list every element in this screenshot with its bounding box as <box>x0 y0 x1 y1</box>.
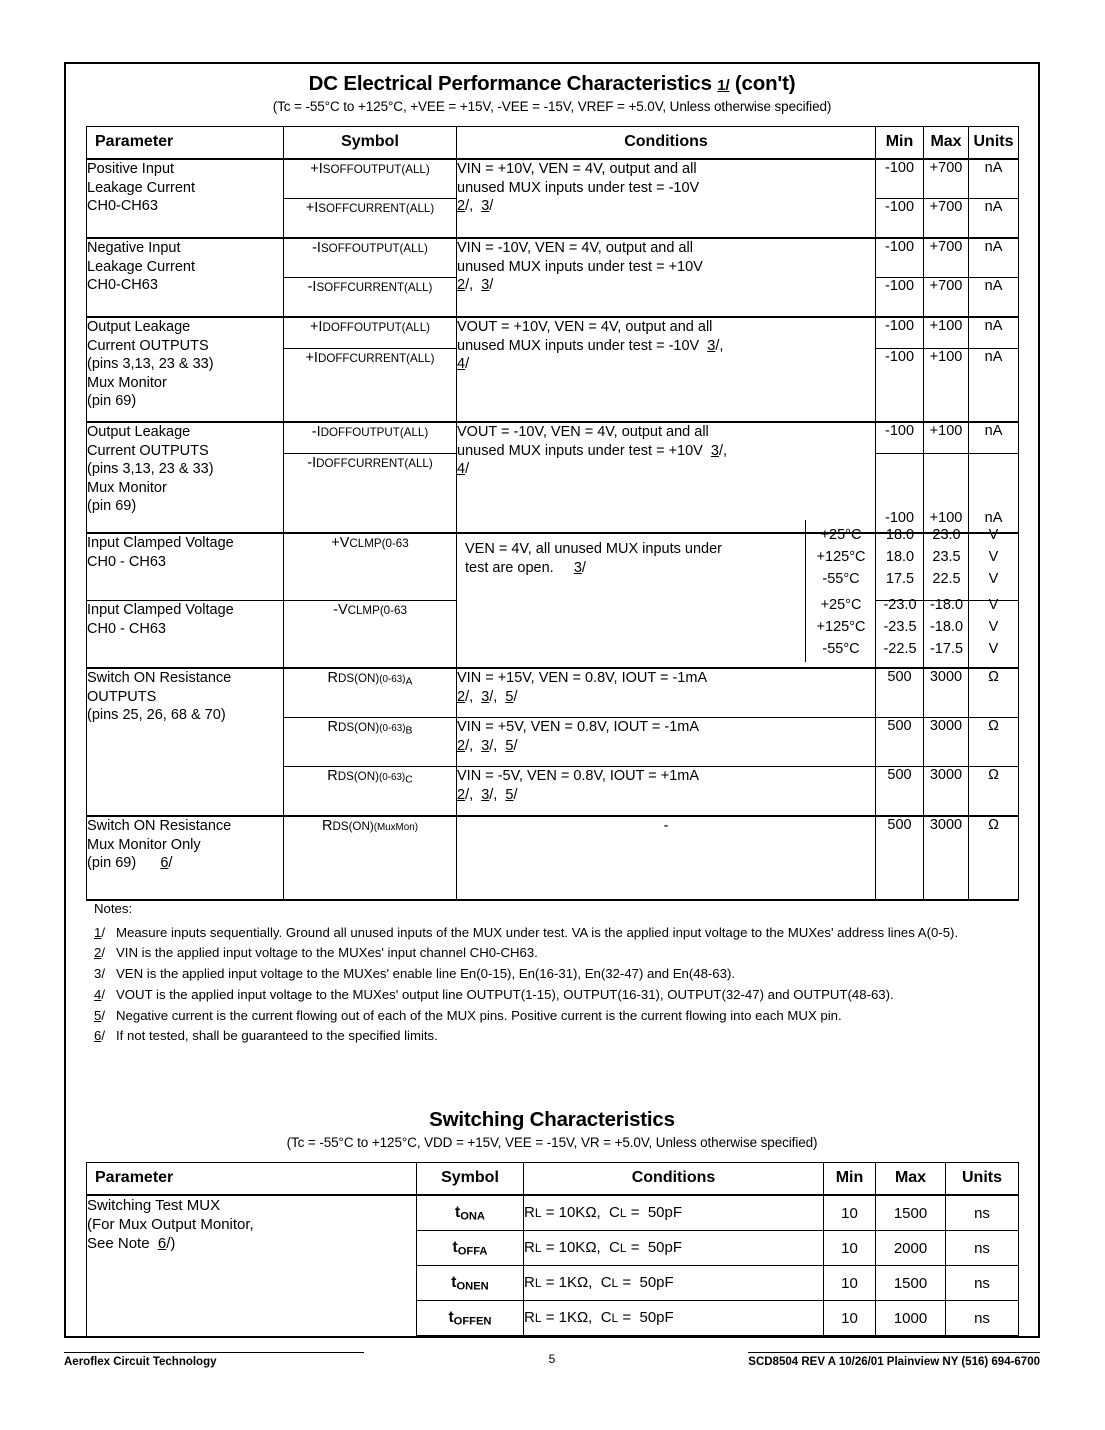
row-conditions-cell <box>457 533 876 668</box>
symbol-text: -IDOFFCURRENT(ALL) <box>307 455 433 471</box>
param-line: Current OUTPUTS <box>87 337 209 354</box>
note-label: 2/ <box>94 945 106 961</box>
row-symbol-cell <box>417 1231 524 1266</box>
symbol-text: $RDS(ON)(0-63)_A$ <box>327 670 413 688</box>
note-item <box>94 924 1024 943</box>
row-symbol-cell <box>284 668 457 718</box>
row-max-cell: 3000 <box>924 668 969 718</box>
max-value: 23.5 <box>932 549 961 565</box>
row-units-cell: Ω <box>969 767 1019 817</box>
table-row <box>87 238 1019 278</box>
sw-header-units: Units <box>946 1163 1019 1196</box>
row-max-cell: +100 <box>924 317 969 349</box>
symbol-text: +ISOFFCURRENT(ALL) <box>305 200 435 216</box>
row-symbol-cell <box>417 1301 524 1337</box>
cond-note-refs: 2/, 3/, 5/ <box>457 688 518 705</box>
row-symbol-cell <box>284 349 457 423</box>
row-min-cell: 500 <box>876 816 924 900</box>
min-value: -23.0 <box>883 597 917 613</box>
row-parameter-cell <box>87 159 284 238</box>
row-conditions-cell <box>457 317 876 422</box>
row-max-cell: +700 <box>924 278 969 318</box>
temp-value: +25°C <box>820 597 862 613</box>
table-row <box>87 317 1019 349</box>
note-text: If not tested, shall be guaranteed to the specified limits. <box>116 1028 438 1044</box>
cond-note-refs: 2/, 3/ <box>457 198 494 215</box>
row-units-cell: ns <box>946 1266 1019 1301</box>
symbol-text: -VCLMP(0-63 <box>333 602 407 618</box>
param-line: Switch ON Resistance <box>87 670 232 686</box>
dc-header-units: Units <box>969 127 1019 160</box>
cond-note-refs: test are open. 3/ <box>465 559 586 576</box>
notes-heading: Notes: <box>94 901 133 916</box>
param-line: Switch ON Resistance <box>87 818 232 834</box>
row-conditions-cell <box>524 1301 824 1337</box>
footer-page-number: 5 <box>548 1352 556 1366</box>
dc-header-symbol: Symbol <box>284 127 457 160</box>
sw-header-min: Min <box>824 1163 876 1196</box>
row-units-cell: nA <box>969 278 1019 318</box>
param-line: Leakage Current <box>87 179 196 196</box>
row-parameter-cell <box>87 238 284 317</box>
row-conditions-cell <box>457 668 876 718</box>
row-units-cell: nA <box>969 317 1019 349</box>
param-line: (pins 3,13, 23 & 33) <box>87 356 214 373</box>
symbol-text: $t_{ONA}$ <box>455 1203 485 1223</box>
row-units-cell <box>969 601 1019 669</box>
note-item <box>94 1027 1024 1046</box>
switching-section-heading <box>86 1108 1018 1150</box>
temp-value: +125°C <box>816 549 866 565</box>
row-symbol-cell <box>284 533 457 601</box>
cond-line: unused MUX inputs under test = -10V <box>457 179 700 196</box>
dc-table-header-row <box>87 127 1019 160</box>
cond-line: unused MUX inputs under test = +10V <box>457 258 703 275</box>
row-min-cell: 10 <box>824 1301 876 1337</box>
row-conditions-cell <box>457 238 876 317</box>
row-min-cell: -100 <box>876 159 924 199</box>
symbol-text: $RDS(ON)(0-63)_C$ <box>327 768 413 786</box>
param-line: Negative Input <box>87 240 181 256</box>
sw-header-max: Max <box>876 1163 946 1196</box>
row-max-cell: 3000 <box>924 718 969 767</box>
row-symbol-cell <box>284 601 457 669</box>
note-label: 4/ <box>94 986 106 1002</box>
unit-value: V <box>988 597 999 613</box>
symbol-text: $t_{ONEN}$ <box>451 1273 489 1293</box>
row-symbol-cell <box>284 816 457 900</box>
param-line: CH0 - CH63 <box>87 620 166 637</box>
min-value: 17.5 <box>885 571 915 587</box>
row-min-cell <box>876 533 924 601</box>
row-symbol-cell <box>284 278 457 318</box>
row-max-cell: 3000 <box>924 816 969 900</box>
row-conditions-cell <box>524 1266 824 1301</box>
row-units-cell <box>969 533 1019 601</box>
table-row <box>87 1195 1019 1231</box>
row-units-cell: ns <box>946 1195 1019 1231</box>
row-conditions-cell <box>524 1231 824 1266</box>
table-row <box>87 816 1019 900</box>
note-text: Measure inputs sequentially. Ground all unused inputs of the MUX under test. VA is the applied input voltage to the MUXes' address lines A(0-5). <box>116 924 959 940</box>
symbol-text: $t_{OFFEN}$ <box>448 1308 492 1328</box>
param-line: Switching Test MUX <box>87 1197 221 1214</box>
unit-value: V <box>988 619 999 635</box>
dc-section-subtitle: (Tc = -55°C to +125°C, +VEE = +15V, -VEE = -15V, VREF = +5.0V, Unless otherwise specified) <box>272 99 832 114</box>
symbol-text: -IDOFFOUTPUT(ALL) <box>311 424 429 440</box>
param-line: OUTPUTS <box>87 688 157 705</box>
note-item <box>94 965 1024 984</box>
note-label: 1/ <box>94 924 106 940</box>
row-units-cell: Ω <box>969 816 1019 900</box>
note-item <box>94 944 1024 963</box>
cond-line: VIN = +15V, VEN = 0.8V, IOUT = -1mA <box>457 670 708 686</box>
row-parameter-cell <box>87 317 284 422</box>
row-min-cell: 10 <box>824 1266 876 1301</box>
row-max-cell: +700 <box>924 159 969 199</box>
note-text: Negative current is the current flowing out of each of the MUX pins. Positive current is the current flowing into each MUX pin. <box>116 1007 842 1023</box>
note-label: 5/ <box>94 1007 106 1023</box>
dc-characteristics-table <box>86 126 1019 901</box>
row-symbol-cell <box>284 718 457 767</box>
row-min-cell: 10 <box>824 1195 876 1231</box>
param-line: CH0-CH63 <box>87 277 158 294</box>
cond-note-refs: 4/ <box>457 461 470 478</box>
symbol-text: $RDS(ON)(0-63)_B$ <box>327 719 413 737</box>
sw-table-header-row <box>87 1163 1019 1196</box>
cond-line: RL = 1KΩ, CL = 50pF <box>524 1274 674 1292</box>
unit-value: V <box>988 549 999 565</box>
param-line: Positive Input <box>87 161 175 177</box>
param-line: (For Mux Output Monitor, <box>87 1216 254 1234</box>
note-item <box>94 986 1024 1005</box>
min-value: 18.0 <box>885 549 915 565</box>
cond-line: VEN = 4V, all unused MUX inputs under <box>465 541 722 557</box>
dc-header-conditions: Conditions <box>457 127 876 160</box>
temp-value: -55°C <box>822 571 860 587</box>
table-row <box>87 422 1019 454</box>
note-label: 6/ <box>94 1028 106 1044</box>
param-line: Current OUTPUTS <box>87 442 209 459</box>
dc-section-title <box>86 72 1018 96</box>
row-symbol-cell <box>417 1195 524 1231</box>
param-line: (pins 25, 26, 68 & 70) <box>87 707 226 724</box>
row-max-cell: 1500 <box>876 1195 946 1231</box>
cond-line: RL = 10KΩ, CL = 50pF <box>524 1204 683 1222</box>
switching-section-title: Switching Characteristics <box>429 1108 675 1131</box>
cond-line: VOUT = +10V, VEN = 4V, output and all <box>457 319 713 335</box>
cond-line: VIN = -5V, VEN = 0.8V, IOUT = +1mA <box>457 768 700 784</box>
cond-line: unused MUX inputs under test = +10V 3/, <box>457 442 728 459</box>
row-symbol-cell <box>284 767 457 817</box>
row-units-cell: ns <box>946 1231 1019 1266</box>
row-max-cell: 1500 <box>876 1266 946 1301</box>
row-conditions-cell: - <box>457 816 876 900</box>
max-value: -17.5 <box>929 641 964 657</box>
row-units-cell: nA <box>969 159 1019 199</box>
row-min-cell <box>876 601 924 669</box>
row-symbol-cell <box>284 199 457 239</box>
row-min-cell: 500 <box>876 718 924 767</box>
row-min-cell: -100 <box>876 317 924 349</box>
row-conditions-cell <box>524 1195 824 1231</box>
row-units-cell: nA <box>969 422 1019 454</box>
max-value: -18.0 <box>929 597 964 613</box>
sw-header-conditions: Conditions <box>524 1163 824 1196</box>
param-line: CH0 - CH63 <box>87 553 166 570</box>
row-min-cell: -100 <box>876 422 924 454</box>
param-line: Input Clamped Voltage <box>87 602 234 618</box>
footer-company: Aeroflex Circuit Technology <box>64 1352 364 1368</box>
symbol-text: RDS(ON)(MuxMon) <box>321 818 418 834</box>
symbol-text: +ISOFFOUTPUT(ALL) <box>310 161 430 177</box>
row-max-cell: +700 <box>924 199 969 239</box>
symbol-text: -ISOFFCURRENT(ALL) <box>307 279 433 295</box>
row-max-cell: 2000 <box>876 1231 946 1266</box>
cond-note-refs: 4/ <box>457 356 470 373</box>
row-max-cell: 3000 <box>924 767 969 817</box>
cond-note-refs: 2/, 3/ <box>457 277 494 294</box>
note-text: VIN is the applied input voltage to the MUXes' input channel CH0-CH63. <box>116 945 538 961</box>
dc-header-max: Max <box>924 127 969 160</box>
dc-title-main: DC Electrical Performance Characteristics <box>308 72 712 95</box>
min-value: -22.5 <box>883 641 917 657</box>
dc-header-parameter: Parameter <box>87 127 284 160</box>
unit-value: V <box>988 641 999 657</box>
row-units-cell: nA <box>969 349 1019 423</box>
row-min-cell: 500 <box>876 668 924 718</box>
row-symbol-cell <box>284 159 457 199</box>
row-parameter-cell <box>87 668 284 816</box>
row-min-cell: -100 <box>876 278 924 318</box>
row-units-cell: ns <box>946 1301 1019 1337</box>
cond-line: RL = 10KΩ, CL = 50pF <box>524 1239 683 1257</box>
cond-line: RL = 1KΩ, CL = 50pF <box>524 1309 674 1327</box>
param-line: (pin 69) 6/ <box>87 855 173 872</box>
row-symbol-cell <box>284 317 457 349</box>
symbol-text: $t_{OFFA}$ <box>452 1238 488 1258</box>
unit-value: V <box>988 571 999 587</box>
footer-doc-info: SCD8504 REV A 10/26/01 Plainview NY (516) 694-6700 <box>748 1352 1040 1368</box>
row-units-cell: nA <box>969 454 1019 534</box>
row-parameter-cell <box>87 1195 417 1336</box>
unit-value: V <box>988 527 999 543</box>
cond-line: VIN = +5V, VEN = 0.8V, IOUT = -1mA <box>457 719 700 735</box>
note-text: VOUT is the applied input voltage to the MUXes' output line OUTPUT(1-15), OUTPUT(16-31), OUTPUT(32-47) and OUTPUT(48-63). <box>116 986 894 1002</box>
row-max-cell: +100 <box>924 349 969 423</box>
row-min-cell: -100 <box>876 454 924 534</box>
param-line: (pin 69) <box>87 393 137 410</box>
param-line: Mux Monitor <box>87 479 167 496</box>
table-row <box>87 533 1019 601</box>
dc-title-note-ref: 1/ <box>717 77 730 94</box>
table-row <box>87 159 1019 199</box>
row-min-cell: 500 <box>876 767 924 817</box>
param-line: Leakage Current <box>87 258 196 275</box>
symbol-text: +IDOFFOUTPUT(ALL) <box>309 319 431 335</box>
switching-section-subtitle: (Tc = -55°C to +125°C, VDD = +15V, VEE = -15V, VR = +5.0V, Unless otherwise specified) <box>286 1135 818 1150</box>
max-value: -18.0 <box>929 619 964 635</box>
row-max-cell <box>924 601 969 669</box>
row-symbol-cell <box>284 238 457 278</box>
symbol-text: +IDOFFCURRENT(ALL) <box>305 350 435 366</box>
switching-characteristics-table <box>86 1162 1019 1337</box>
row-parameter-cell <box>87 422 284 533</box>
note-label: 3/ <box>94 966 105 982</box>
cond-note-refs: 2/, 3/, 5/ <box>457 737 518 754</box>
temp-value: -55°C <box>822 641 860 657</box>
note-item <box>94 1007 1024 1026</box>
min-value: -23.5 <box>883 619 917 635</box>
row-min-cell: 10 <box>824 1231 876 1266</box>
row-conditions-cell <box>457 767 876 817</box>
row-parameter-cell <box>87 816 284 900</box>
param-line: (pin 69) <box>87 498 137 515</box>
max-value: 23.0 <box>932 527 961 543</box>
param-line: Output Leakage <box>87 319 191 335</box>
symbol-text: +VCLMP(0-63 <box>331 535 409 551</box>
row-max-cell: 1000 <box>876 1301 946 1337</box>
table-row <box>87 668 1019 718</box>
row-max-cell: +100 <box>924 454 969 534</box>
min-value: 18.0 <box>885 527 915 543</box>
row-parameter-cell <box>87 533 284 601</box>
cond-line: VIN = +10V, VEN = 4V, output and all <box>457 161 697 177</box>
row-units-cell: nA <box>969 238 1019 278</box>
param-line: (pins 3,13, 23 & 33) <box>87 461 214 478</box>
temp-value: +125°C <box>816 619 866 635</box>
row-max-cell <box>924 533 969 601</box>
row-conditions-cell <box>457 159 876 238</box>
sw-header-symbol: Symbol <box>417 1163 524 1196</box>
dc-section-heading <box>86 72 1018 114</box>
cond-line: VIN = -10V, VEN = 4V, output and all <box>457 240 693 256</box>
row-units-cell: nA <box>969 199 1019 239</box>
cond-line: unused MUX inputs under test = -10V 3/, <box>457 337 724 354</box>
row-parameter-cell <box>87 601 284 669</box>
row-min-cell: -100 <box>876 238 924 278</box>
symbol-text: -ISOFFOUTPUT(ALL) <box>312 240 428 256</box>
row-symbol-cell <box>284 422 457 454</box>
dc-header-min: Min <box>876 127 924 160</box>
notes-block <box>94 900 1024 1048</box>
temp-value: +25°C <box>820 527 862 543</box>
row-conditions-cell <box>457 422 876 533</box>
note-text: VEN is the applied input voltage to the MUXes' enable line En(0-15), En(16-31), En(32-47) and En(48-63). <box>116 966 736 982</box>
param-line: CH0-CH63 <box>87 198 158 215</box>
row-symbol-cell <box>284 454 457 534</box>
param-line: Output Leakage <box>87 424 191 440</box>
row-units-cell: Ω <box>969 668 1019 718</box>
row-symbol-cell <box>417 1266 524 1301</box>
row-min-cell: -100 <box>876 349 924 423</box>
row-min-cell: -100 <box>876 199 924 239</box>
row-max-cell: +100 <box>924 422 969 454</box>
param-line: Mux Monitor Only <box>87 836 201 853</box>
row-conditions-cell <box>457 718 876 767</box>
param-line: Input Clamped Voltage <box>87 535 234 551</box>
cond-note-refs: 2/, 3/, 5/ <box>457 786 518 803</box>
max-value: 22.5 <box>932 571 961 587</box>
cond-line: VOUT = -10V, VEN = 4V, output and all <box>457 424 709 440</box>
row-max-cell: +700 <box>924 238 969 278</box>
sw-header-parameter: Parameter <box>87 1163 417 1196</box>
param-line: Mux Monitor <box>87 374 167 391</box>
dc-title-cont: (con't) <box>734 72 796 95</box>
param-line: See Note 6/) <box>87 1235 176 1253</box>
row-units-cell: Ω <box>969 718 1019 767</box>
